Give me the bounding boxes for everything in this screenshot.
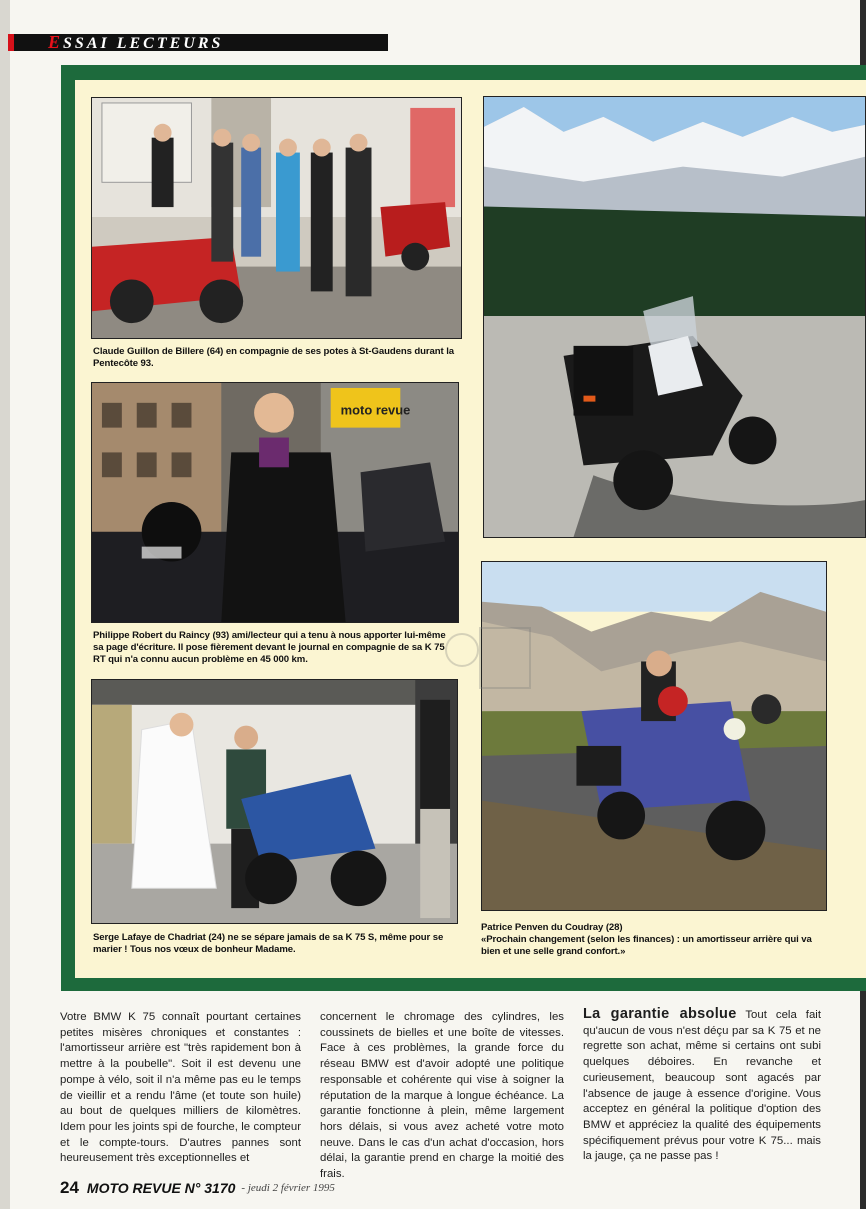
rubric-red-marker bbox=[8, 34, 14, 51]
body-column-3-text: Tout cela fait qu'aucun de vous n'est déçu par sa K 75 et ne regrette son achat, même si certains ont subi quelques déboires. En revanche et curieusement, beaucoup sont agacés par l'absence de jauge à essence d'origine. Vous acceptez en général la politique d'option des BMW et appréciez la qualité des équipements spécifiquement prévus pour votre K 75... mais la jauge, ça ne passe pas ! bbox=[583, 1009, 821, 1163]
page-footer bbox=[60, 1178, 335, 1200]
caption-photo-rider-name: Patrice Penven du Coudray (28) bbox=[481, 922, 623, 933]
photo-mountain-motorcycle bbox=[483, 96, 866, 538]
section-rubric bbox=[8, 34, 388, 51]
photo-group-motorcycles bbox=[91, 97, 462, 339]
caption-photo-man-helmet: Philippe Robert du Raincy (93) ami/lecteur qui a tenu à nous apporter lui-même sa page d'écriture. Il pose fièrement devant le journal en compagnie de sa K 75 RT qui n'a connu aucun problème en 45 000 km. bbox=[93, 630, 446, 665]
photo-rider-blue-bike bbox=[481, 561, 827, 911]
caption-photo-rider-quote: «Prochain changement (selon les finances) : un amortisseur arrière qui va bien et une selle grand confort.» bbox=[481, 934, 812, 957]
magazine-issue: MOTO REVUE N° 3170 bbox=[86, 1180, 236, 1196]
watermark-logo bbox=[440, 620, 540, 700]
body-column-1: Votre BMW K 75 connaît pourtant certaines petites misères chroniques et constantes : l'amortisseur arrière est "très rapidement bon à mettre à la poubelle". Soit il est devenu une pompe à vélo, soit il n'a même pas eu le temps de vieillir et a rendu l'âme (et toute son huile) au bout de quelques milliers de kilomètres. Idem pour les joints spi de fourche, le compteur et le compte-tours. D'autres pannes sont heureusement très exceptionnelles et bbox=[60, 1011, 301, 1165]
caption-photo-group: Claude Guillon de Billere (64) en compagnie de ses potes à St-Gaudens durant la Pentecôte 93. bbox=[93, 346, 455, 369]
page-edge-left bbox=[0, 0, 10, 1209]
motorevue-shop-sign: moto revue bbox=[340, 402, 411, 418]
rubric-title: ESSAI LECTEURS bbox=[48, 32, 224, 52]
photo-wedding-bike bbox=[91, 679, 458, 924]
page-number: 24 bbox=[60, 1178, 79, 1197]
body-column-2: concernent le chromage des cylindres, les coussinets de bielles et une boîte de vitesses. Face à ces problèmes, la grande force du réseau BMW est d'avoir adopté une politique responsable et cohérente qui vise à soigner la réputation de la marque à longue échéance. La garantie fonctionne à plein, même largement hors délais, si vous avez acheté votre moto neuve. Dans le cas d'un achat d'occasion, hors délai, la garantie prend en charge la moitié des frais. bbox=[320, 1011, 564, 1181]
body-column-3 bbox=[583, 1007, 821, 1165]
subheading-garantie: La garantie absolue bbox=[583, 1006, 737, 1022]
photo-man-helmet-motorevue bbox=[91, 382, 459, 623]
caption-photo-wedding: Serge Lafaye de Chadriat (24) ne se sépare jamais de sa K 75 S, même pour se marier ! Tous nos vœux de bonheur Madame. bbox=[93, 932, 444, 955]
issue-date: - jeudi 2 février 1995 bbox=[241, 1182, 335, 1194]
